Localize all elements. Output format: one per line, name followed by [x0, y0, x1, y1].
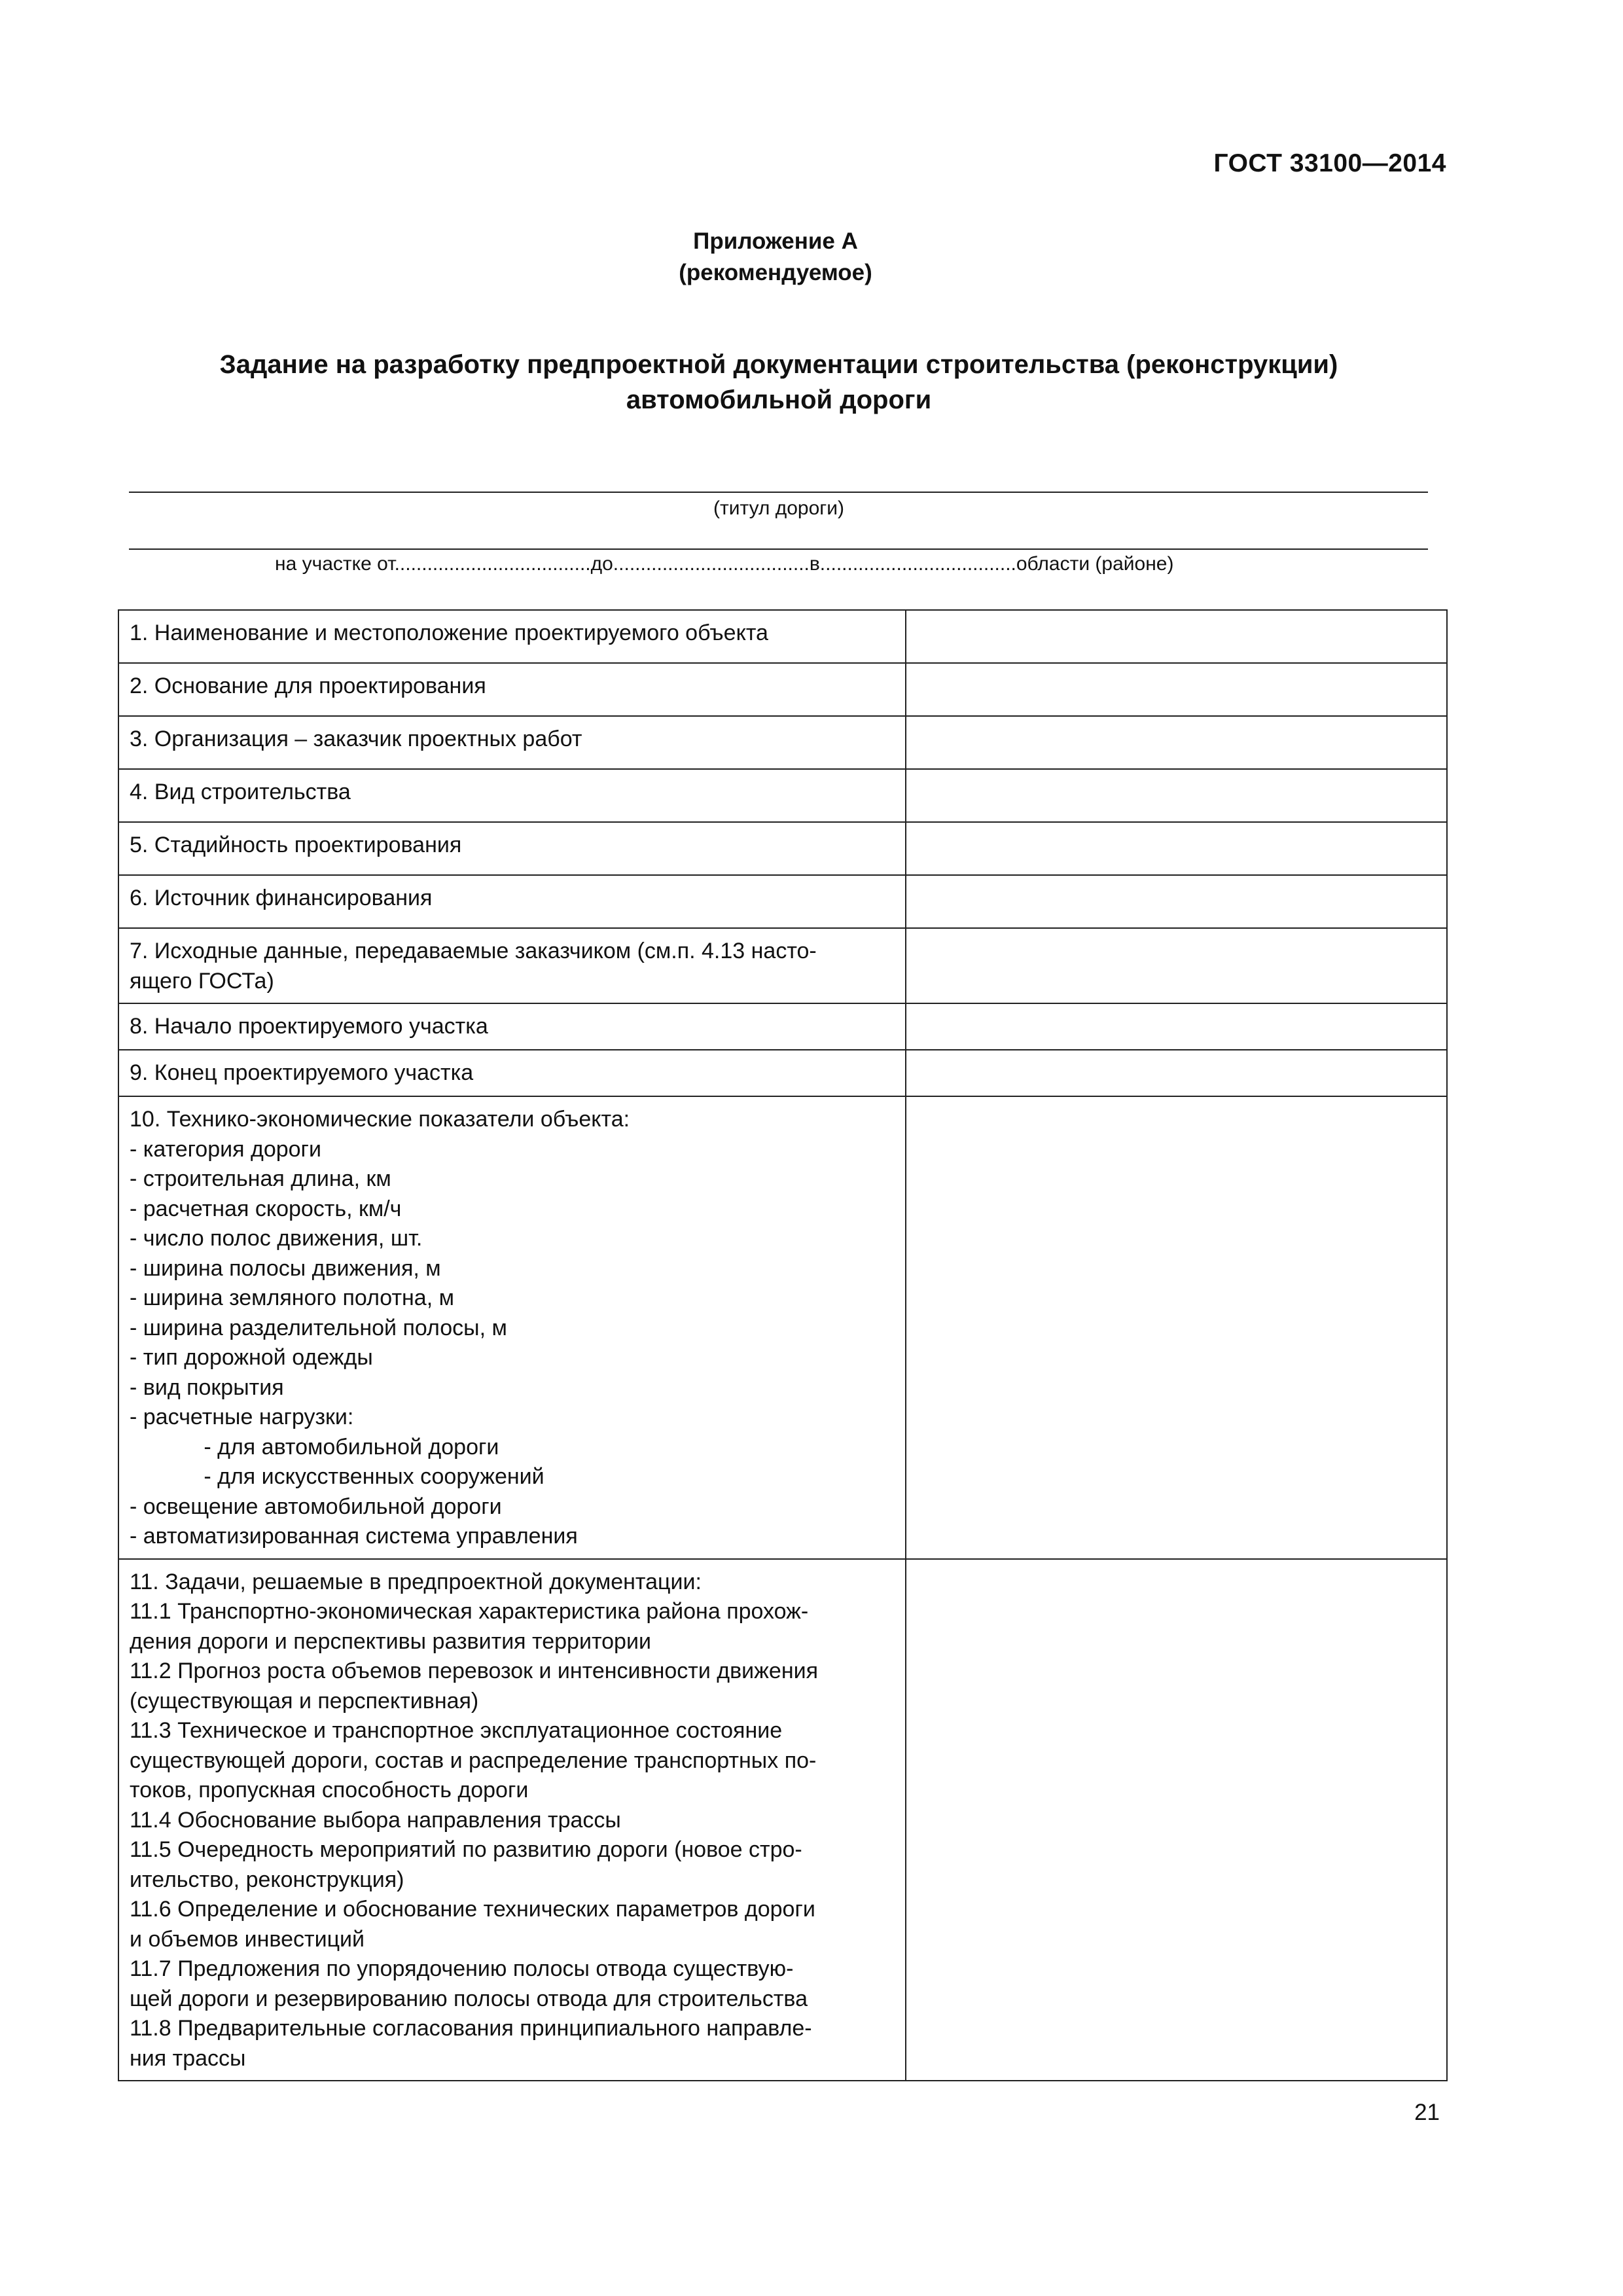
- table-row-value: [906, 1050, 1447, 1096]
- row-label-text: 1. Наименование и местоположение проектируемого объекта: [130, 620, 768, 645]
- table-row-value: [906, 875, 1447, 928]
- table-row: [118, 1003, 1447, 1050]
- table-row-label: [118, 1559, 906, 2081]
- table-row-label: [118, 716, 906, 769]
- table-row-label: [118, 769, 906, 822]
- row-label-text: 11. Задачи, решаемые в предпроектной документации: 11.1 Транспортно-экономическая характеристика района прохож- дения дороги и перспективы развития территории 11.2 Прогноз роста объемов перевозок и интенсивности движения (существующая и перспективная) 11.3 Техническое и транспортное эксплуатационное состояние существующей дороги, состав и распределение транспортных по- токов, пропускная способность дороги 11.4 Обоснование выбора направления трассы 11.5 Очередность мероприятий по развитию дороги (новое стро- ительство, реконструкция) 11.6 Определение и обоснование технических параметров дороги и объемов инвестиций 11.7 Предложения по упорядочению полосы отвода существую- щей дороги и резервированию полосы отвода для строительства 11.8 Предварительные согласования принципиального направле- ния трассы: [130, 1569, 819, 2071]
- table-row-value: [906, 928, 1447, 1003]
- row-label-text: 6. Источник финансирования: [130, 886, 433, 910]
- table-row-value: [906, 610, 1447, 663]
- table-row-label: [118, 928, 906, 1003]
- appendix-note: (рекомендуемое): [679, 260, 872, 285]
- table-row-value: [906, 716, 1447, 769]
- table-row: [118, 1559, 1447, 2081]
- row-label-text: 4. Вид строительства: [130, 780, 351, 804]
- table-row: [118, 822, 1447, 875]
- row-label-text: 9. Конец проектируемого участка: [130, 1060, 474, 1085]
- row-label-text: 2. Основание для проектирования: [130, 673, 486, 698]
- task-table: [118, 609, 1448, 2081]
- table-row-label: [118, 875, 906, 928]
- document-title: [0, 347, 1558, 418]
- road-title-line: [129, 492, 1428, 493]
- standard-number: ГОСТ 33100—2014: [1213, 149, 1446, 177]
- section-line: [129, 548, 1428, 550]
- table-row-label: [118, 1003, 906, 1050]
- table-row: [118, 610, 1447, 663]
- table-row-value: [906, 663, 1447, 716]
- table-row: [118, 875, 1447, 928]
- section-caption: на участке от....................................до....................................в....................................области (районе): [275, 553, 1174, 575]
- road-title-caption: (титул дороги): [713, 497, 844, 519]
- row-label-text: 3. Организация – заказчик проектных работ: [130, 726, 582, 751]
- table-row: [118, 928, 1447, 1003]
- row-label-text: 5. Стадийность проектирования: [130, 833, 462, 857]
- document-title-line-2: автомобильной дороги: [626, 386, 932, 414]
- document-title-line-1: Задание на разработку предпроектной документации строительства (реконструкции): [219, 350, 1338, 379]
- table-row-value: [906, 1096, 1447, 1559]
- table-row-label: [118, 822, 906, 875]
- table-row: [118, 1096, 1447, 1559]
- table-row-label: [118, 610, 906, 663]
- table-row-value: [906, 1003, 1447, 1050]
- row-label-text: 7. Исходные данные, передаваемые заказчиком (см.п. 4.13 насто- ящего ГОСТа): [130, 939, 817, 994]
- appendix-title: Приложение А: [693, 228, 858, 254]
- appendix-heading: [0, 226, 1551, 289]
- table-row-value: [906, 822, 1447, 875]
- table-row-value: [906, 769, 1447, 822]
- row-label-text: 8. Начало проектируемого участка: [130, 1014, 488, 1039]
- page-number: 21: [1414, 2100, 1440, 2125]
- table-row: [118, 1050, 1447, 1096]
- table-row-label: [118, 1050, 906, 1096]
- table-row-label: [118, 663, 906, 716]
- row-label-text: 10. Технико-экономические показатели объекта: - категория дороги - строительная длина, км - расчетная скорость, км/ч - число полос движения, шт. - ширина полосы движения, м - ширина земляного полотна, м - ширина разделительной полосы, м - тип дорожной одежды - вид покрытия - расчетные нагрузки: - для автомобильной дороги - для искусственных сооружений - освещение автомобильной дороги - автоматизированная система управления: [130, 1107, 630, 1549]
- table-row: [118, 769, 1447, 822]
- table-row-label: [118, 1096, 906, 1559]
- table-row: [118, 663, 1447, 716]
- table-row: [118, 716, 1447, 769]
- table-row-value: [906, 1559, 1447, 2081]
